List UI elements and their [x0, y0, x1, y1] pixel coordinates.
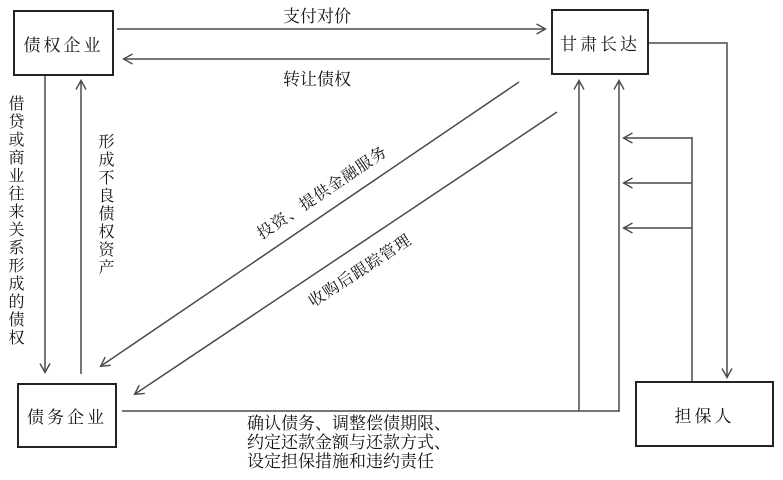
edge-label-transfer-claims: 转让债权 — [283, 70, 351, 89]
node-creditor-enterprise: 债权企业 — [13, 10, 114, 76]
edge-gansu-guarantor-line — [649, 43, 727, 377]
edge-invest-line — [101, 82, 519, 366]
edge-label-post-acquisition-tracking: 收购后跟踪管理 — [306, 231, 416, 311]
edge-label-agreement-terms — [247, 414, 451, 471]
node-guarantor: 担保人 — [635, 381, 774, 447]
edge-label-bad-debt-vertical: 形成不良债权资产 — [96, 133, 113, 277]
edge-label-invest-financial-services: 投资、提供金融服务 — [254, 143, 391, 243]
edge-label-pay-consideration: 支付对价 — [283, 7, 351, 26]
edge-track-line — [135, 112, 557, 394]
agreement-line-1: 确认债务、调整偿债期限、 — [247, 414, 451, 433]
edge-label-loan-relation-vertical: 借贷或商业往来关系形成的债权 — [6, 95, 23, 347]
node-gansu-changda: 甘肃长达 — [551, 9, 649, 75]
node-debtor-enterprise: 债务企业 — [17, 383, 117, 448]
agreement-line-3: 设定担保措施和违约责任 — [247, 452, 434, 471]
agreement-line-2: 约定还款金额与还款方式、 — [247, 433, 451, 452]
